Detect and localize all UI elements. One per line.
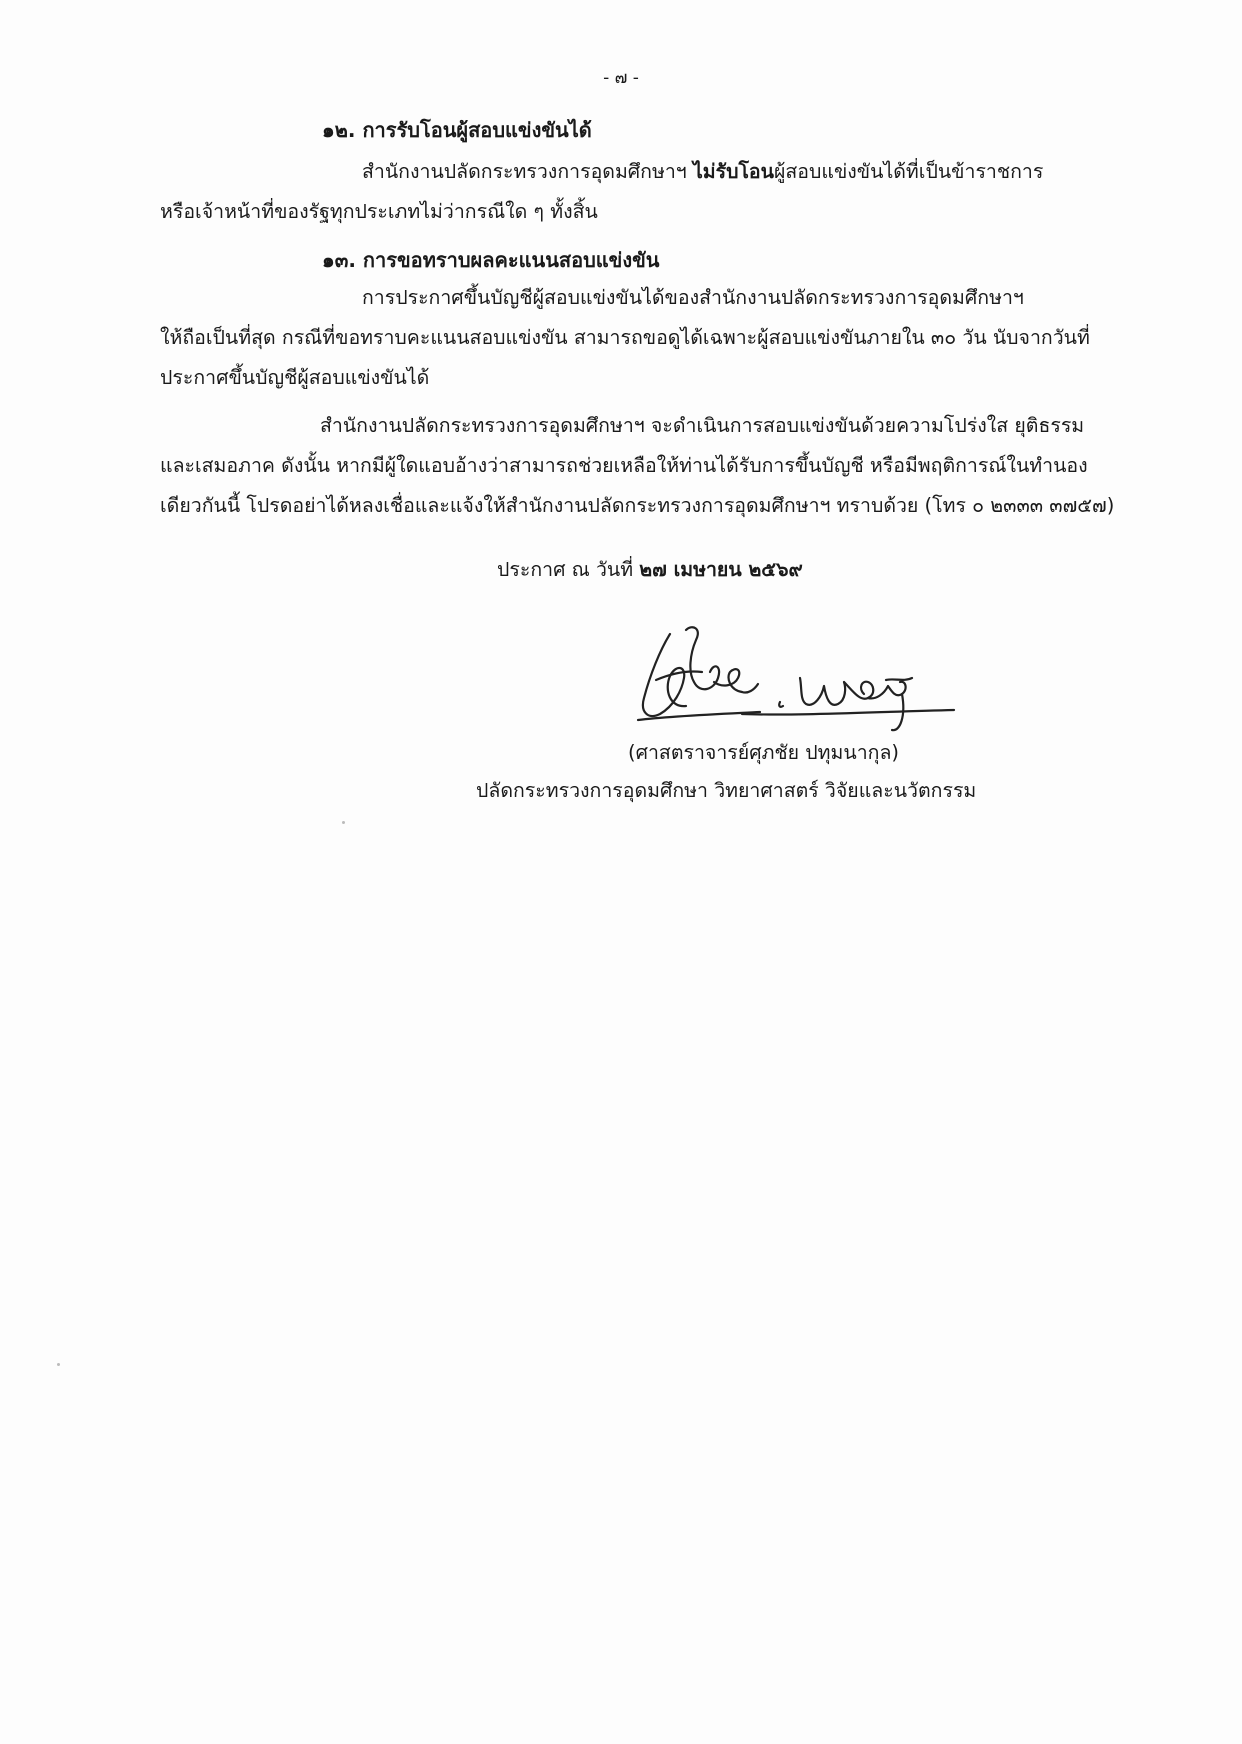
announcement-date: ประกาศ ณ วันที่ ๒๗ เมษายน ๒๕๖๙ [497, 558, 803, 581]
scan-speck [342, 821, 345, 824]
signatory-position: ปลัดกระทรวงการอุดมศึกษา วิทยาศาสตร์ วิจัยและนวัตกรรม [476, 779, 977, 802]
section-12-heading: ๑๒. การรับโอนผู้สอบแข่งขันได้ [322, 118, 592, 142]
transparency-notice [160, 406, 1114, 526]
notice-line-2: และเสมอภาค ดังนั้น หากมีผู้ใดแอบอ้างว่าสามารถช่วยเหลือให้ท่านได้รับการขึ้นบัญชี หรือมีพฤติการณ์ในทำนอง [160, 454, 1088, 477]
section-12-line-2: หรือเจ้าหน้าที่ของรัฐทุกประเภทไม่ว่ากรณีใด ๆ ทั้งสิ้น [160, 200, 598, 223]
scan-speck [57, 1363, 60, 1366]
section-13-line-3: ประกาศขึ้นบัญชีผู้สอบแข่งขันได้ [160, 366, 430, 389]
section-13-line-1: การประกาศขึ้นบัญชีผู้สอบแข่งขันได้ของสำนักงานปลัดกระทรวงการอุดมศึกษาฯ [362, 286, 1024, 309]
handwritten-signature [630, 620, 960, 750]
section-13-line-2: ให้ถือเป็นที่สุด กรณีที่ขอทราบคะแนนสอบแข่งขัน สามารถขอดูได้เฉพาะผู้สอบแข่งขันภายใน ๓๐ วัน นับจากวันที่ [160, 326, 1090, 349]
signatory-name: (ศาสตราจารย์ศุภชัย ปทุมนากุล) [628, 741, 900, 764]
section-13-body [160, 278, 1090, 398]
section-12-line-1: สำนักงานปลัดกระทรวงการอุดมศึกษาฯ ไม่รับโอนผู้สอบแข่งขันได้ที่เป็นข้าราชการ [362, 160, 1044, 183]
section-13-heading: ๑๓. การขอทราบผลคะแนนสอบแข่งขัน [322, 248, 660, 272]
notice-line-3: เดียวกันนี้ โปรดอย่าได้หลงเชื่อและแจ้งให้สำนักงานปลัดกระทรวงการอุดมศึกษาฯ ทราบด้วย (โทร ๐ ๒๓๓๓ ๓๗๕๗) [160, 494, 1115, 517]
notice-line-1: สำนักงานปลัดกระทรวงการอุดมศึกษาฯ จะดำเนินการสอบแข่งขันด้วยความโปร่งใส ยุติธรรม [320, 414, 1085, 437]
no-transfer-emphasis: ไม่รับโอน [692, 160, 774, 183]
page-number: - ๗ - [603, 68, 639, 88]
section-12-body [160, 152, 1043, 232]
